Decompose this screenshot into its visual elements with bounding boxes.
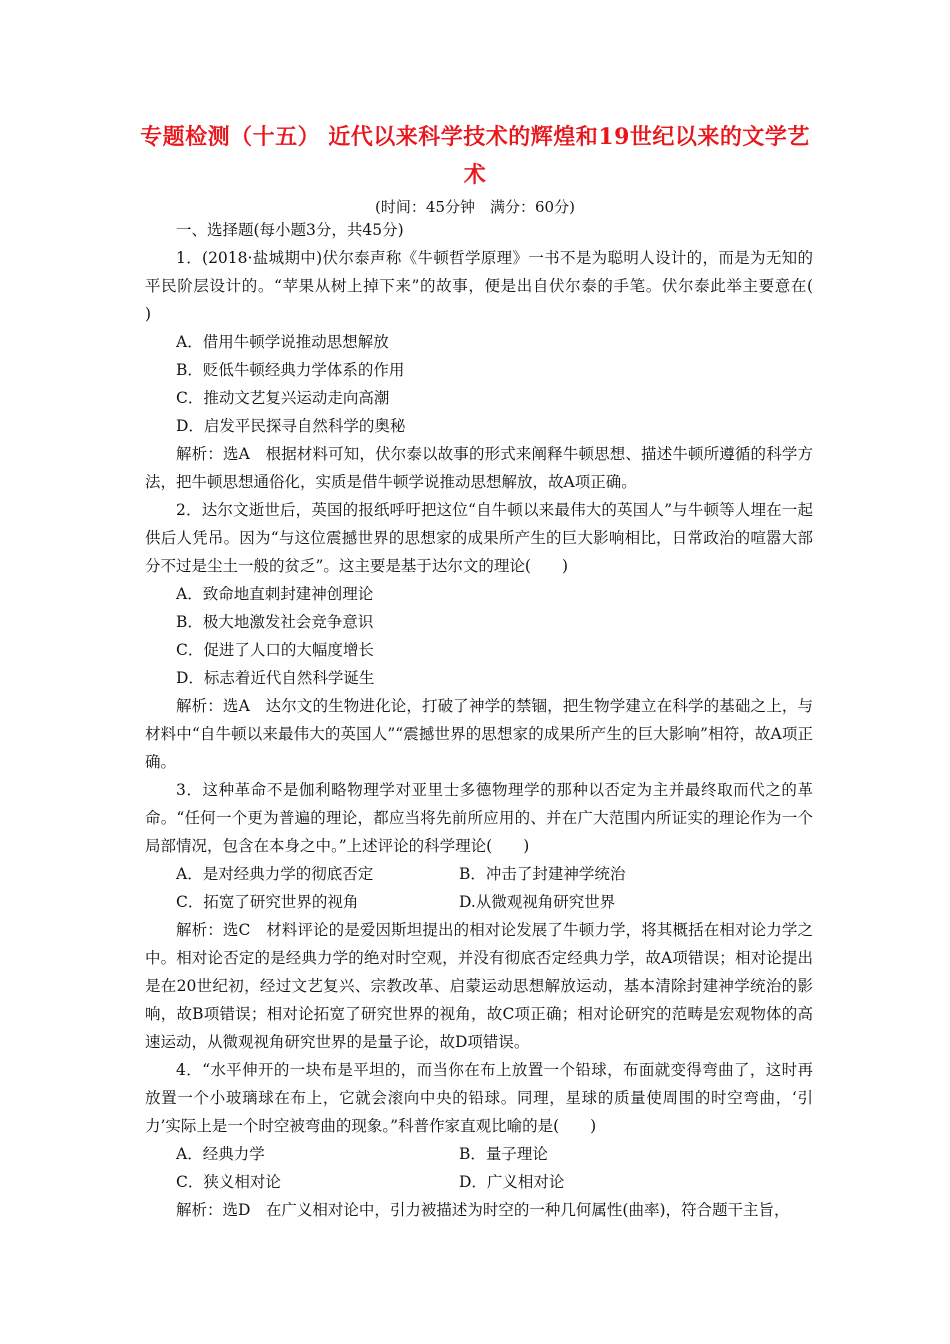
answer-analysis: 解析：选A 根据材料可知，伏尔泰以故事的形式来阐释牛顿思想、描述牛顿所遵循的科学方法，把牛顿思想通俗化，实质是借牛顿学说推动思想解放，故A项正确。 bbox=[145, 445, 813, 491]
option: D．广义相对论 bbox=[459, 1173, 565, 1191]
document-body bbox=[145, 216, 845, 1224]
option: B．贬低牛顿经典力学体系的作用 bbox=[176, 361, 405, 379]
section-heading: 一、选择题(每小题3分，共45分) bbox=[176, 221, 404, 239]
answer-analysis: 解析：选C 材料评论的是爱因斯坦提出的相对论发展了牛顿力学，将其概括在相对论力学之中。相对论否定的是经典力学的绝对时空观，并没有彻底否定经典力学，故A项错误；相对论提出是在20世纪初，经过文艺复兴、宗教改革、启蒙运动思想解放运动，基本清除封建神学统治的影响，故B项错误；相对论拓宽了研究世界的视角，故C项正确；相对论研究的范畴是宏观物体的高速运动，从微观视角研究世界的是量子论，故D项错误。 bbox=[145, 921, 813, 1051]
option: C．推动文艺复兴运动走向高潮 bbox=[176, 389, 390, 407]
question-stem: 2．达尔文逝世后，英国的报纸呼吁把这位“自牛顿以来最伟大的英国人”与牛顿等人埋在一起供后人凭吊。因为“与这位震撼世界的思想家的成果所产生的巨大影响相比，日常政治的喧嚣大部分不过是尘土一般的贫乏”。这主要是基于达尔文的理论( ) bbox=[145, 501, 813, 575]
option-row bbox=[145, 1168, 813, 1196]
option-row bbox=[145, 860, 813, 888]
option: C．促进了人口的大幅度增长 bbox=[176, 641, 374, 659]
answer-analysis: 解析：选A 达尔文的生物进化论，打破了神学的禁锢，把生物学建立在科学的基础之上，与材料中“自牛顿以来最伟大的英国人”“震撼世界的思想家的成果所产生的巨大影响”相符，故A项正确。 bbox=[145, 697, 813, 771]
option: D．启发平民探寻自然科学的奥秘 bbox=[176, 417, 406, 435]
option: C．拓宽了研究世界的视角 bbox=[176, 893, 359, 911]
option-row bbox=[145, 1140, 813, 1168]
option-row bbox=[145, 888, 813, 916]
option: D.从微观视角研究世界 bbox=[459, 893, 616, 911]
option: D．标志着近代自然科学诞生 bbox=[176, 669, 375, 687]
option: B．极大地激发社会竞争意识 bbox=[176, 613, 374, 631]
page-title: 专题检测（十五） 近代以来科学技术的辉煌和19世纪以来的文学艺术 bbox=[140, 124, 810, 188]
option: A．借用牛顿学说推动思想解放 bbox=[176, 333, 389, 351]
question-stem: 3．这种革命不是伽利略物理学对亚里士多德物理学的那种以否定为主并最终取而代之的革命。“任何一个更为普遍的理论，都应当将先前所应用的、并在广大范围内所证实的理论作为一个局部情况，包含在本身之中。”上述评论的科学理论( ) bbox=[145, 781, 813, 855]
option: A．经典力学 bbox=[176, 1145, 265, 1163]
question-stem: 1．(2018·盐城期中)伏尔泰声称《牛顿哲学原理》一书不是为聪明人设计的，而是为无知的平民阶层设计的。“苹果从树上掉下来”的故事，便是出自伏尔泰的手笔。伏尔泰此举主要意在( ) bbox=[145, 249, 845, 323]
option: B．冲击了封建神学统治 bbox=[459, 865, 626, 883]
question-stem: 4．“水平伸开的一块布是平坦的，而当你在布上放置一个铅球，布面就变得弯曲了，这时再放置一个小玻璃球在布上，它就会滚向中央的铅球。同理，星球的质量使周围的时空弯曲，‘引力’实际上是一个时空被弯曲的现象。”科普作家直观比喻的是( ) bbox=[145, 1061, 813, 1135]
option: C．狭义相对论 bbox=[176, 1173, 281, 1191]
option: B．量子理论 bbox=[459, 1145, 548, 1163]
option: A．是对经典力学的彻底否定 bbox=[176, 865, 374, 883]
option: A．致命地直刺封建神创理论 bbox=[176, 585, 374, 603]
answer-analysis: 解析：选D 在广义相对论中，引力被描述为时空的一种几何属性(曲率)，符合题干主旨， bbox=[176, 1201, 790, 1219]
exam-info: (时间：45分钟 满分：60分) bbox=[375, 198, 575, 216]
